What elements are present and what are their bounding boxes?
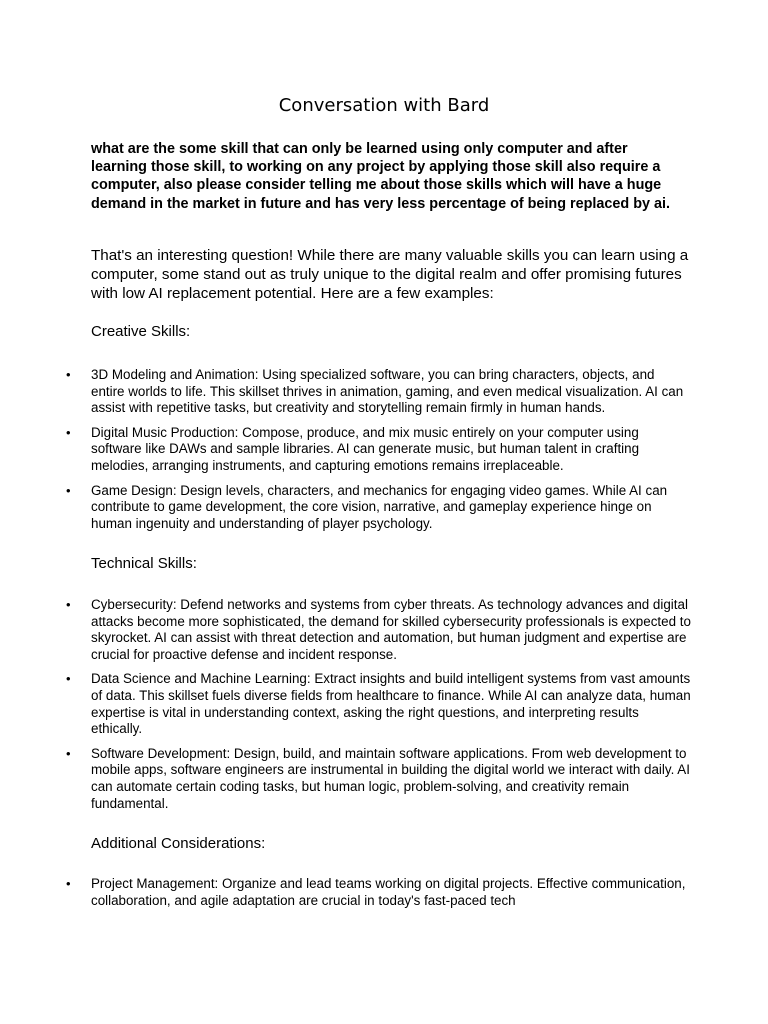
list-item — [0, 597, 691, 663]
section-heading-additional: Additional Considerations: — [91, 835, 266, 852]
additional-considerations-list — [0, 876, 768, 917]
bullet-icon: • — [66, 745, 71, 761]
bullet-icon: • — [66, 876, 71, 891]
bullet-icon: • — [66, 482, 71, 498]
creative-skills-list — [0, 367, 768, 540]
bullet-icon: • — [66, 424, 71, 440]
list-item — [0, 483, 691, 533]
list-item — [0, 746, 691, 812]
bullet-icon: • — [66, 367, 71, 382]
list-item — [0, 671, 691, 737]
list-item-text: Game Design: Design levels, characters, and mechanics for engaging video games. While AI can contribute to game development, the core vision, narrative, and gameplay experience hinge on human ingenuity and understanding of player psychology. — [91, 482, 668, 531]
list-item — [0, 876, 691, 909]
list-item — [0, 367, 691, 417]
response-intro: That's an interesting question! While there are many valuable skills you can learn using a computer, some stand out as truly unique to the digital realm and offer promising futures with low AI replacement potential. Here are a few examples: — [91, 247, 689, 302]
user-question: what are the some skill that can only be learned using only computer and after learning those skill, to working on any project by applying those skill also require a computer, also please consider telling me about those skills which will have a huge demand in the market in future and has very less percentage of being replaced by ai. — [91, 141, 670, 212]
list-item-text: 3D Modeling and Animation: Using specialized software, you can bring characters, objects, and entire worlds to life. This skillset thrives in animation, gaming, and even medical visualization. AI can assist with repetitive tasks, but creativity and storytelling remain firmly in human hands. — [91, 367, 684, 416]
page-title: Conversation with Bard — [278, 95, 490, 116]
section-heading-creative: Creative Skills: — [91, 323, 191, 340]
section-heading-technical: Technical Skills: — [91, 555, 197, 572]
bullet-icon: • — [66, 671, 71, 687]
list-item-text: Software Development: Design, build, and maintain software applications. From web development to mobile apps, software engineers are instrumental in building the digital world we interact with daily. AI can automate certain coding tasks, but human logic, problem-solving, and creativity remain fundamental. — [91, 745, 690, 811]
technical-skills-list — [0, 597, 768, 820]
list-item-text: Project Management: Organize and lead teams working on digital projects. Effective communication, collaboration, and agile adaptation are crucial in today's fast-paced tech — [91, 876, 686, 908]
list-item-text: Cybersecurity: Defend networks and systems from cyber threats. As technology advances and digital attacks become more sophisticated, the demand for skilled cybersecurity professionals is expected to skyrocket. AI can assist with threat detection and automation, but human judgment and expertise are crucial for proactive defense and incident response. — [91, 597, 691, 662]
list-item-text: Digital Music Production: Compose, produce, and mix music entirely on your computer using software like DAWs and sample libraries. AI can generate music, but human talent in crafting melodies, arranging instruments, and capturing emotions remains irreplaceable. — [91, 424, 640, 473]
bullet-icon: • — [66, 597, 71, 612]
list-item-text: Data Science and Machine Learning: Extract insights and build intelligent systems from vast amounts of data. This skillset fuels diverse fields from healthcare to finance. While AI can analyze data, human expertise is vital in understanding context, asking the right questions, and interpreting results ethically. — [91, 671, 691, 737]
list-item — [0, 425, 691, 475]
